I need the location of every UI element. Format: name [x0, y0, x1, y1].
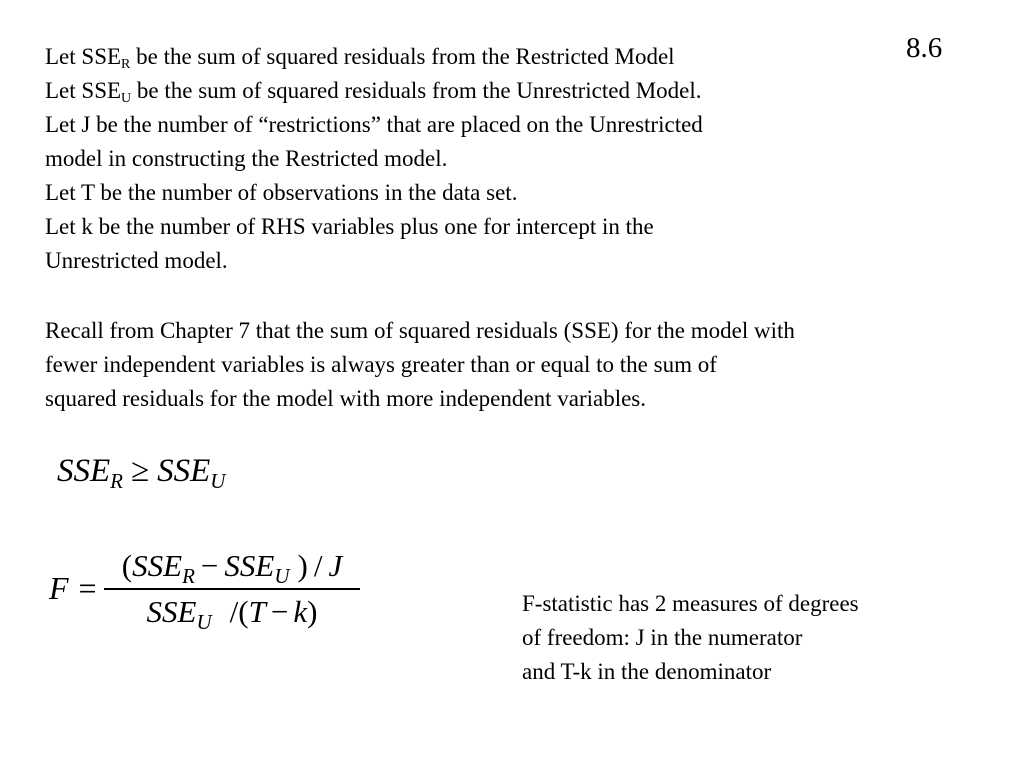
denominator-k: k: [293, 593, 308, 629]
definition-text: Let J be the number of “restrictions” that are placed on the Unrestricted: [45, 112, 703, 137]
definition-text: be the sum of squared residuals from the Unrestricted Model.: [131, 78, 702, 103]
denominator-sse-u-subscript: U: [196, 609, 212, 634]
definition-line: [45, 244, 1005, 278]
fraction-bar: [104, 588, 360, 590]
definition-text: Let SSE: [45, 44, 122, 69]
numerator-sse-r-subscript: R: [182, 564, 195, 588]
numerator-slash: /: [313, 548, 323, 583]
recall-line: Recall from Chapter 7 that the sum of squared residuals (SSE) for the model with: [45, 318, 795, 343]
recall-line: squared residuals for the model with more independent variables.: [45, 386, 647, 411]
definition-subscript: U: [121, 91, 132, 106]
definition-line: [45, 176, 1005, 210]
numerator-minus: −: [200, 548, 219, 583]
definition-line: [45, 40, 1005, 74]
inequality-rhs: SSE: [157, 453, 211, 489]
denominator-open-paren: (: [238, 593, 249, 629]
definition-text: be the sum of squared residuals from the Restricted Model: [130, 44, 675, 69]
f-formula-lhs: [49, 572, 97, 604]
definition-line: [45, 142, 1005, 176]
inequality-operator: ≥: [131, 453, 150, 489]
note-line: and T-k in the denominator: [522, 659, 772, 684]
note-line: of freedom: J in the numerator: [522, 625, 803, 650]
recall-paragraph: [45, 314, 1005, 416]
denominator-slash: /: [229, 593, 239, 629]
f-denominator: [104, 593, 360, 634]
denominator-sse-u: SSE: [146, 593, 197, 629]
recall-line: fewer independent variables is always greater than or equal to the sum of: [45, 352, 717, 377]
definition-subscript: R: [121, 57, 131, 72]
denominator-t: T: [248, 593, 266, 629]
f-formula-fraction: [104, 548, 360, 634]
definition-text: model in constructing the Restricted model.: [45, 146, 448, 171]
denominator-minus: −: [270, 593, 289, 629]
numerator-open-paren: (: [121, 548, 133, 583]
definition-line: [45, 108, 1005, 142]
note-line: F-statistic has 2 measures of degrees: [522, 591, 859, 616]
definition-line: [45, 210, 1005, 244]
numerator-sse-r: SSE: [132, 548, 183, 583]
definition-text: Let T be the number of observations in the data set.: [45, 180, 518, 205]
f-statistic-note: [522, 587, 859, 689]
denominator-close-paren: ): [307, 593, 318, 629]
numerator-sse-u-subscript: U: [274, 564, 290, 588]
inequality-lhs-subscript: R: [110, 469, 123, 493]
numerator-close-paren: ): [297, 548, 308, 583]
definitions-block: [45, 40, 1005, 278]
numerator-j: J: [328, 548, 343, 583]
inequality-rhs-subscript: U: [210, 469, 226, 493]
definition-text: Let SSE: [45, 78, 122, 103]
inequality-lhs: SSE: [57, 453, 111, 489]
slide-number: 8.6: [906, 32, 943, 64]
f-numerator: [104, 550, 360, 588]
definition-text: Unrestricted model.: [45, 248, 228, 273]
definition-line: [45, 74, 1005, 108]
definition-text: Let k be the number of RHS variables plus one for intercept in the: [45, 214, 654, 239]
numerator-sse-u: SSE: [224, 548, 275, 583]
equals-sign: =: [78, 570, 97, 606]
f-symbol: F: [49, 570, 69, 606]
sse-inequality: [57, 453, 226, 493]
